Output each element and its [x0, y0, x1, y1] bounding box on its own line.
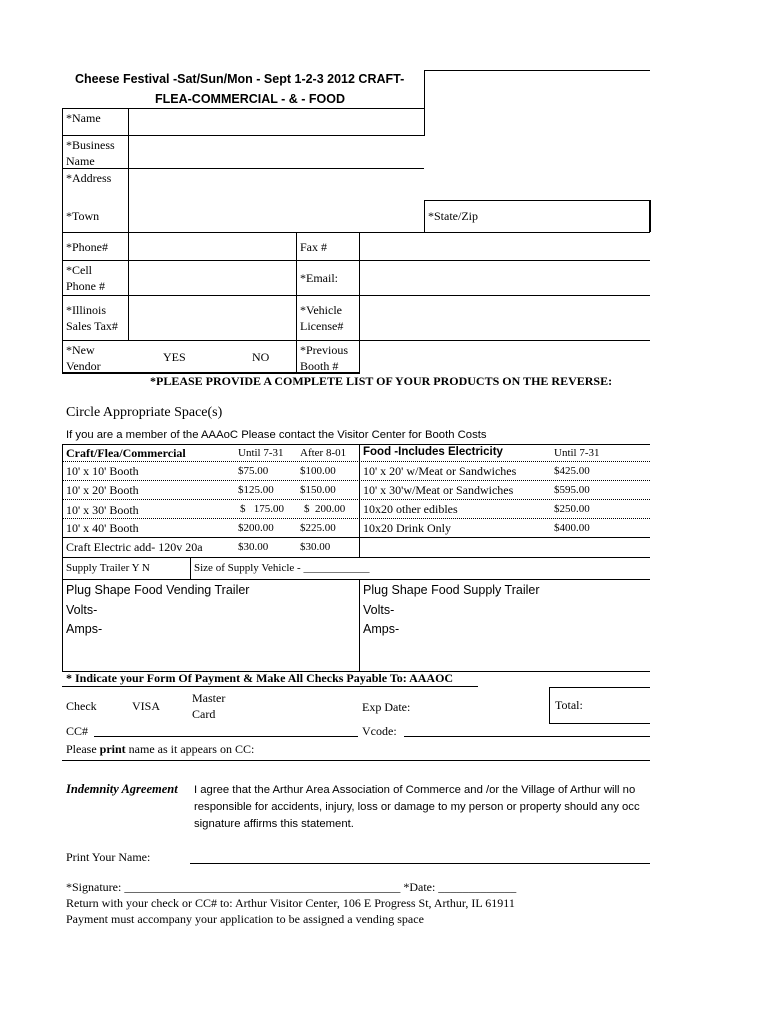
vcode-line[interactable] — [404, 736, 650, 737]
indemnity-text-line1: I agree that the Arthur Area Association of Commerce and /or the Village of Arthur will no — [194, 784, 636, 796]
food-row-price: $400.00 — [554, 522, 590, 534]
town-label: *Town — [66, 209, 100, 223]
indemnity-text-line2: responsible for accidents, injury, loss or damage to my person or property should any occ — [194, 801, 640, 813]
signature-date-line[interactable]: *Signature: ______________________________________________ *Date: _____________ — [66, 880, 517, 894]
food-row-label: 10x20 other edibles — [363, 502, 458, 516]
new-vendor-label-line2: Vendor — [66, 359, 101, 373]
phone-label: *Phone# — [66, 240, 108, 254]
print-name-label: Print Your Name: — [66, 850, 151, 864]
name-field[interactable] — [130, 109, 422, 134]
supply-vehicle-size[interactable]: Size of Supply Vehicle - ____________ — [194, 562, 370, 574]
craft-row-label: 10' x 10' Booth — [66, 464, 139, 478]
business-name-field[interactable] — [130, 136, 422, 167]
email-field[interactable] — [361, 261, 647, 294]
indemnity-title: Indemnity Agreement — [66, 782, 178, 796]
vehicle-label-line2: License# — [300, 319, 344, 333]
email-label: *Email: — [300, 271, 338, 285]
craft-header-category: Craft/Flea/Commercial — [66, 446, 186, 460]
food-row-price: $425.00 — [554, 465, 590, 477]
new-vendor-label-line1: *New — [66, 343, 95, 357]
vending-amps-label: Amps- — [66, 622, 103, 636]
payment-check[interactable]: Check — [66, 699, 97, 713]
print-cc-name-label: Please print name as it appears on CC: — [66, 742, 255, 756]
food-header-category: Food -Includes Electricity — [363, 446, 503, 458]
craft-header-after: After 8-01 — [300, 447, 347, 459]
fax-label: Fax # — [300, 240, 327, 254]
previous-booth-field[interactable] — [361, 341, 647, 371]
cell-phone-field[interactable] — [130, 261, 294, 294]
fax-field[interactable] — [361, 233, 647, 259]
payment-mastercard-line2[interactable]: Card — [192, 707, 216, 721]
cc-number-line[interactable] — [94, 736, 358, 737]
craft-row-after: $225.00 — [300, 522, 336, 534]
vcode-label: Vcode: — [362, 724, 397, 738]
state-zip-label: *State/Zip — [428, 209, 478, 223]
food-row-price: $595.00 — [554, 484, 590, 496]
previous-booth-label-line2: Booth # — [300, 359, 339, 373]
cc-label: CC# — [66, 724, 89, 738]
craft-row-label: 10' x 40' Booth — [66, 521, 139, 535]
new-vendor-yes[interactable]: YES — [163, 350, 186, 364]
name-label: *Name — [66, 111, 101, 125]
vehicle-license-field[interactable] — [361, 296, 647, 339]
address-field[interactable] — [130, 169, 646, 199]
total-label: Total: — [555, 698, 583, 712]
food-row-label: 10' x 20' w/Meat or Sandwiches — [363, 464, 517, 478]
form-title-line2: FLEA-COMMERCIAL - & - FOOD — [155, 92, 346, 106]
previous-booth-label-line1: *Previous — [300, 343, 348, 357]
craft-row-until: $30.00 — [238, 541, 269, 553]
craft-row-until: $75.00 — [238, 465, 269, 477]
craft-row-label: 10' x 30' Booth — [66, 503, 139, 517]
phone-field[interactable] — [130, 233, 294, 259]
address-label: *Address — [66, 171, 112, 185]
sales-tax-label-line1: *Illinois — [66, 303, 107, 317]
cell-label-line2: Phone # — [66, 279, 105, 293]
form-title-line1: Cheese Festival -Sat/Sun/Mon - Sept 1-2-3 2012 CRAFT- — [75, 72, 405, 86]
payment-requirement: Payment must accompany your application to be assigned a vending space — [66, 912, 424, 926]
new-vendor-no[interactable]: NO — [252, 350, 270, 364]
food-row-label: 10x20 Drink Only — [363, 521, 451, 535]
return-address: Return with your check or CC# to: Arthur Visitor Center, 106 E Progress St, Arthur, IL 61911 — [66, 896, 515, 910]
craft-row-after: $150.00 — [300, 484, 336, 496]
supply-trailer-title: Plug Shape Food Supply Trailer — [363, 583, 540, 597]
craft-row-after: $ 200.00 — [304, 503, 346, 515]
supply-trailer-option[interactable]: Supply Trailer Y N — [66, 562, 150, 574]
business-name-label-line2: Name — [66, 154, 95, 168]
spaces-heading: Circle Appropriate Space(s) — [66, 405, 223, 420]
business-name-label-line1: *Business — [66, 138, 115, 152]
exp-date-label: Exp Date: — [362, 700, 411, 714]
food-row-price: $250.00 — [554, 503, 590, 515]
payment-visa[interactable]: VISA — [132, 699, 161, 713]
craft-row-until: $ 175.00 — [240, 503, 284, 515]
craft-header-until: Until 7-31 — [238, 447, 284, 459]
craft-row-label: Craft Electric add- 120v 20a — [66, 540, 203, 554]
supply-amps-label: Amps- — [363, 622, 400, 636]
food-header-until: Until 7-31 — [554, 447, 600, 459]
craft-row-after: $100.00 — [300, 465, 336, 477]
sales-tax-field[interactable] — [130, 296, 294, 339]
cc-name-line[interactable] — [62, 760, 650, 761]
indemnity-text-line3: signature affirms this statement. — [194, 818, 354, 830]
craft-row-until: $125.00 — [238, 484, 274, 496]
payment-mastercard-line1[interactable]: Master — [192, 691, 226, 705]
print-name-line[interactable] — [190, 863, 650, 864]
vending-trailer-title: Plug Shape Food Vending Trailer — [66, 583, 250, 597]
food-row-label: 10' x 30'w/Meat or Sandwiches — [363, 483, 514, 497]
member-note: If you are a member of the AAAoC Please contact the Visitor Center for Booth Costs — [66, 429, 487, 441]
vending-volts-label: Volts- — [66, 603, 98, 617]
craft-row-label: 10' x 20' Booth — [66, 483, 139, 497]
products-notice: *PLEASE PROVIDE A COMPLETE LIST OF YOUR PRODUCTS ON THE REVERSE: — [150, 374, 613, 388]
craft-row-until: $200.00 — [238, 522, 274, 534]
payment-heading: * Indicate your Form Of Payment & Make All Checks Payable To: AAAOC — [66, 671, 454, 685]
sales-tax-label-line2: Sales Tax# — [66, 319, 118, 333]
town-field[interactable] — [130, 201, 422, 231]
cell-label-line1: *Cell — [66, 263, 92, 277]
vehicle-label-line1: *Vehicle — [300, 303, 342, 317]
craft-row-after: $30.00 — [300, 541, 331, 553]
supply-volts-label: Volts- — [363, 603, 395, 617]
